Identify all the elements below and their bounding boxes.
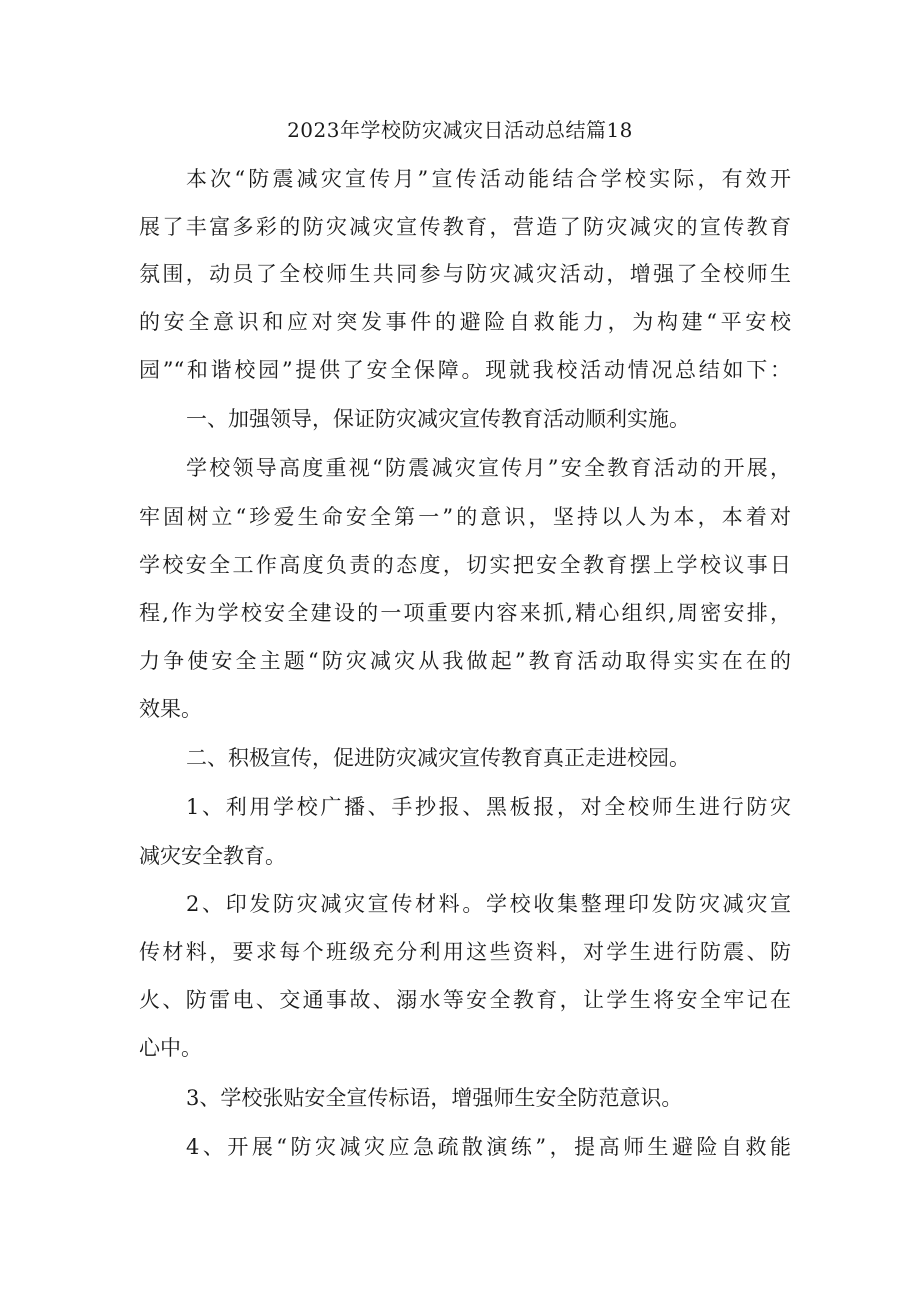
text-line: 的安全意识和应对突发事件的避险自救能力，为构建“平安校: [139, 310, 791, 334]
text-line: 学校领导高度重视“防震减灾宣传月”安全教育活动的开展，: [186, 456, 791, 480]
section-heading: 一、加强领导，保证防灾减灾宣传教育活动顺利实施。: [186, 407, 690, 431]
text-line: 牢固树立“珍爱生命安全第一”的意识，坚持以人为本，本着对: [139, 505, 791, 529]
text-line: 3、学校张贴安全宣传标语，增强师生安全防范意识。: [186, 1086, 683, 1110]
text-line: 氛围，动员了全校师生共同参与防灾减灾活动，增强了全校师生: [139, 262, 791, 286]
section-heading: 二、积极宣传，促进防灾减灾宣传教育真正走进校园。: [186, 746, 690, 770]
document-title: 2023年学校防灾减灾日活动总结篇18: [287, 118, 633, 142]
text-line: 展了丰富多彩的防灾减灾宣传教育，营造了防灾减灾的宣传教育: [139, 215, 791, 239]
text-line: 4、开展“防灾减灾应急疏散演练”，提高师生避险自救能: [186, 1135, 791, 1159]
text-line: 心中。: [139, 1036, 202, 1060]
text-line: 学校安全工作高度负责的态度，切实把安全教育摆上学校议事日: [139, 553, 791, 577]
text-line: 力争使安全主题“防灾减灾从我做起”教育活动取得实实在在的: [139, 649, 791, 673]
text-line: 火、防雷电、交通事故、溺水等安全教育，让学生将安全牢记在: [139, 988, 791, 1012]
text-line: 2、印发防灾减灾宣传材料。学校收集整理印发防灾减灾宣: [186, 892, 791, 916]
text-line: 减灾安全教育。: [139, 844, 286, 868]
text-line: 园”“和谐校园”提供了安全保障。现就我校活动情况总结如下：: [139, 358, 791, 382]
text-line: 1、利用学校广播、手抄报、黑板报，对全校师生进行防灾: [186, 795, 791, 819]
text-line: 传材料，要求每个班级充分利用这些资料，对学生进行防震、防: [139, 940, 791, 964]
text-line: 程,作为学校安全建设的一项重要内容来抓,精心组织,周密安排，: [139, 601, 791, 625]
text-line: 本次“防震减灾宣传月”宣传活动能结合学校实际，有效开: [186, 167, 791, 191]
text-line: 效果。: [139, 697, 202, 721]
